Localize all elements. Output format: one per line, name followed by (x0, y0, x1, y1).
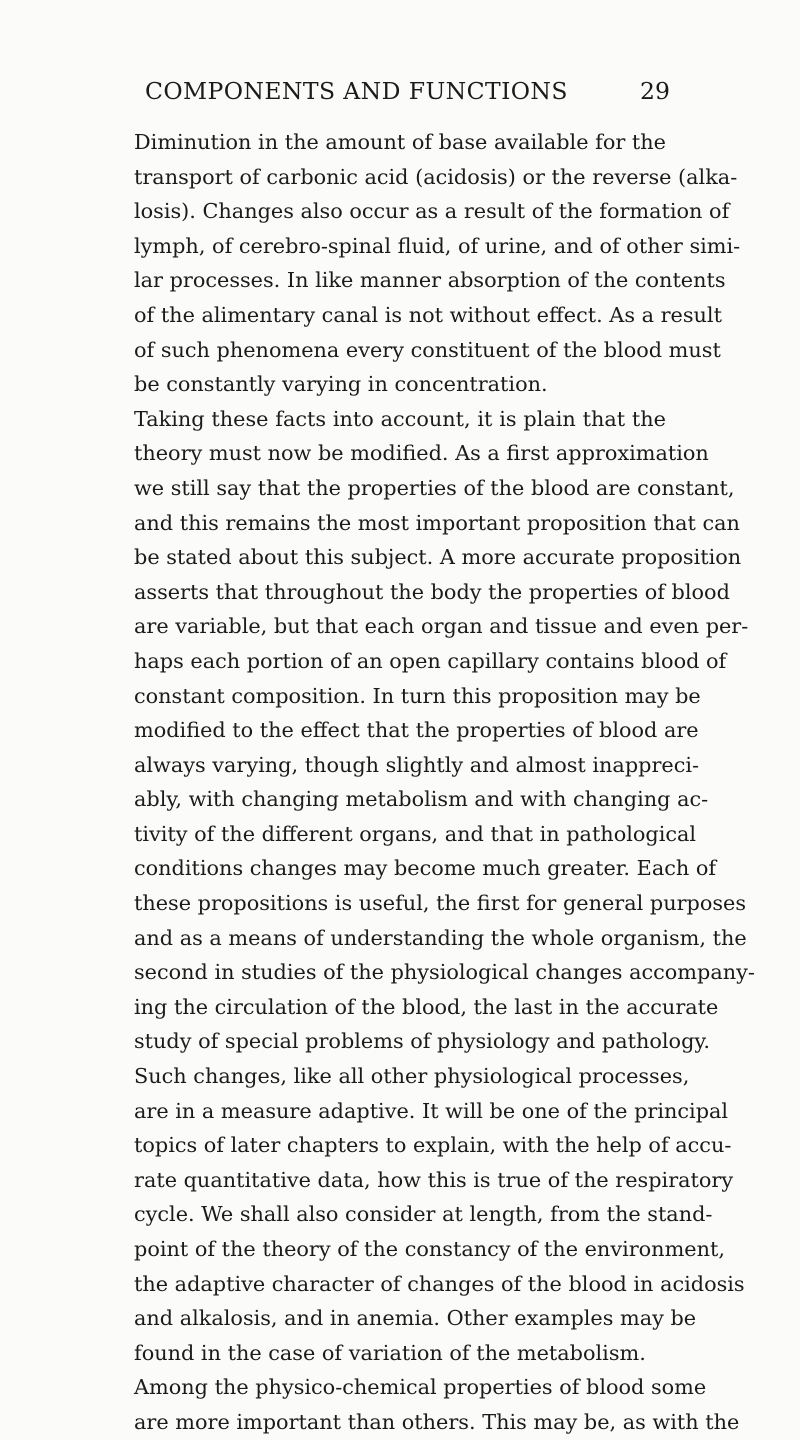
text-line: conditions changes may become much greater. Each of (134, 856, 717, 881)
text-line: topics of later chapters to explain, with the help of accu- (134, 1133, 732, 1158)
text-line: be constantly varying in concentration. (134, 372, 548, 397)
text-line: tivity of the different organs, and that in pathological (134, 821, 697, 846)
text-line: found in the case of variation of the metabolism. (134, 1340, 646, 1365)
text-line: cycle. We shall also consider at length, from the stand- (134, 1202, 713, 1227)
text-line: always varying, though slightly and almost inappreci- (134, 752, 700, 777)
text-line: study of special problems of physiology and pathology. (134, 1029, 710, 1054)
text-line: ably, with changing metabolism and with changing ac- (134, 787, 709, 812)
running-title: COMPONENTS AND FUNCTIONS (145, 77, 568, 105)
text-line: lymph, of cerebro-spinal fluid, of urine, and of other simi- (134, 233, 741, 258)
text-line: asserts that throughout the body the properties of blood (134, 579, 730, 604)
text-line: are in a measure adaptive. It will be one of the principal (134, 1098, 729, 1123)
text-line: and alkalosis, and in anemia. Other examples may be (134, 1306, 697, 1331)
text-line: modified to the effect that the properties of blood are (134, 718, 699, 743)
text-line: of such phenomena every constituent of the blood must (134, 337, 721, 362)
text-line: Among the physico-chemical properties of blood some (134, 1375, 707, 1400)
text-line: of the alimentary canal is not without effect. As a result (134, 302, 722, 327)
text-line: Diminution in the amount of base available for the (134, 130, 666, 154)
text-line: point of the theory of the constancy of the environment, (134, 1237, 725, 1261)
page-number: 29 (640, 77, 670, 105)
body-text (134, 125, 755, 1440)
text-line: lar processes. In like manner absorption of the contents (134, 268, 726, 293)
text-line: losis). Changes also occur as a result of the formation of (134, 199, 730, 224)
text-line: and this remains the most important proposition that can (134, 510, 740, 535)
text-line: constant composition. In turn this proposition may be (134, 683, 701, 708)
text-line: haps each portion of an open capillary contains blood of (134, 648, 727, 673)
text-line: ing the circulation of the blood, the last in the accurate (134, 994, 719, 1019)
text-line: Such changes, like all other physiological processes, (134, 1064, 690, 1089)
text-line: theory must now be modified. As a first approximation (134, 441, 709, 466)
text-line: Taking these facts into account, it is plain that the (134, 406, 666, 431)
text-line: are variable, but that each organ and tissue and even per- (134, 614, 749, 639)
text-line: rate quantitative data, how this is true of the respiratory (134, 1167, 734, 1192)
text-line: are more important than others. This may be, as with the (134, 1409, 740, 1434)
text-line: these propositions is useful, the first for general purposes (134, 891, 747, 916)
text-line: second in studies of the physiological changes accompany- (134, 960, 755, 985)
text-line: we still say that the properties of the blood are constant, (134, 475, 735, 500)
text-line: be stated about this subject. A more accurate proposition (134, 545, 742, 570)
text-line: and as a means of understanding the whole organism, the (134, 925, 747, 950)
text-line: the adaptive character of changes of the blood in acidosis (134, 1271, 745, 1296)
text-line: transport of carbonic acid (acidosis) or the reverse (alka- (134, 164, 738, 189)
